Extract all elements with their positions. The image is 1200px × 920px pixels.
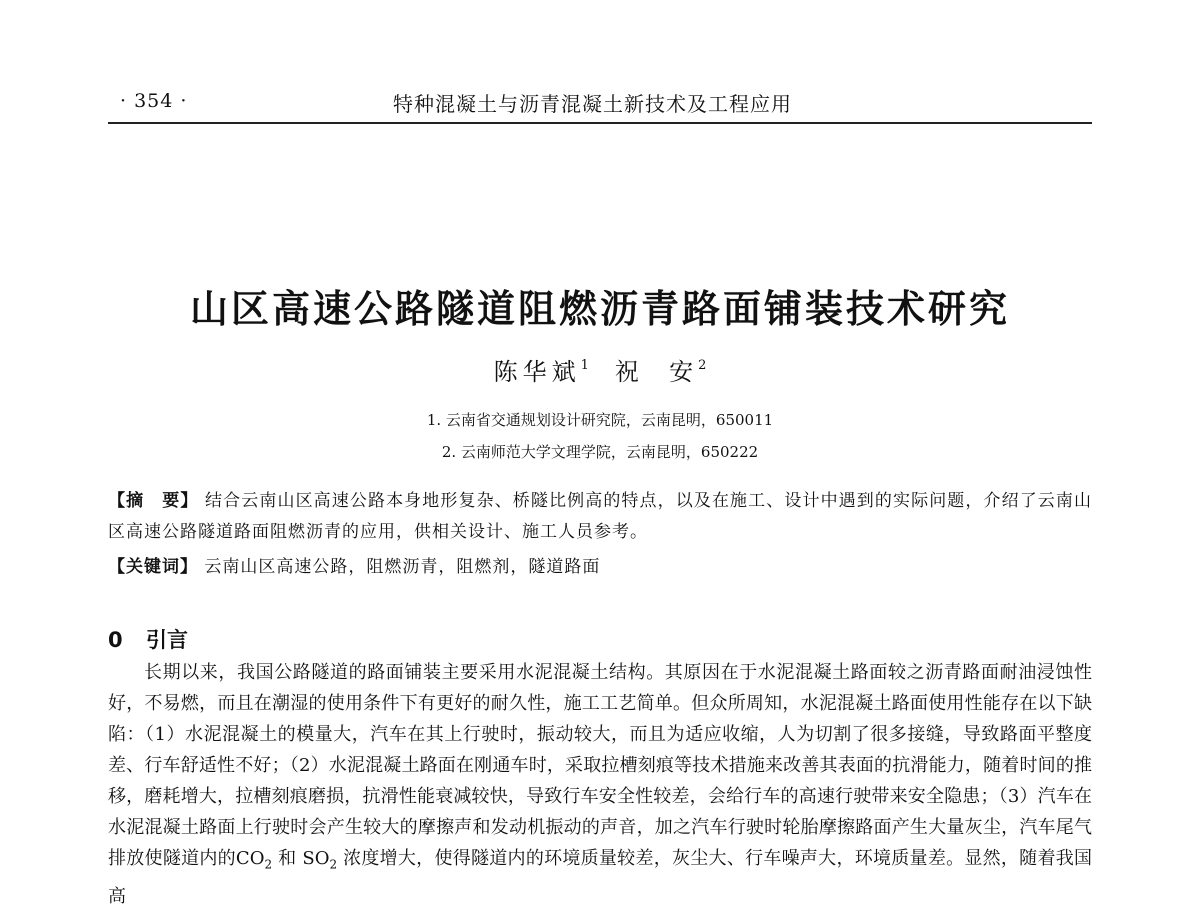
section-heading xyxy=(108,624,188,654)
chemical-formula: $SO_2$ xyxy=(302,848,338,872)
affiliation: 2. 云南师范大学文理学院，云南昆明，650222 xyxy=(441,443,759,461)
author-name: 陈华斌 xyxy=(493,358,581,386)
section-number: 0 xyxy=(108,628,123,652)
chemical-formula: $CO_2$ xyxy=(235,848,273,872)
body-text: 浓度增大，使得隧道内的环境质量较差，灰尘大、行车噪声大，环境质量差。显然，随着我国高 xyxy=(108,848,1093,907)
article-title: 山区高速公路隧道阻燃沥青路面铺装技术研究 xyxy=(189,287,1010,331)
affiliation: 1. 云南省交通规划设计研究院，云南昆明，650011 xyxy=(426,411,774,429)
section-title: 引言 xyxy=(146,628,188,652)
author-list xyxy=(0,352,1200,387)
keywords xyxy=(108,552,1092,583)
abstract-text: 结合云南山区高速公路本身地形复杂、桥隧比例高的特点，以及在施工、设计中遇到的实际问题，介绍了云南山区高速公路隧道路面阻燃沥青的应用，供相关设计、施工人员参考。 xyxy=(108,491,1093,542)
abstract xyxy=(108,486,1092,548)
body-text: 长期以来，我国公路隧道的路面铺装主要采用水泥混凝土结构。其原因在于水泥混凝土路面较之沥青路面耐油浸蚀性好，不易燃，而且在潮湿的使用条件下有更好的耐久性，施工工艺简单。但众所周知，水泥混凝土路面使用性能存在以下缺陷：（1）水泥混凝土的模量大，汽车在其上行驶时，振动较大，而且为适应收缩，人为切割了很多接缝，导致路面平整度差、行车舒适性不好；（2）水泥混凝土路面在刚通车时，采取拉槽刻痕等技术措施来改善其表面的抗滑能力，随着时间的推移，磨耗增大，拉槽刻痕磨损，抗滑性能衰减较快，导致行车安全性较差，会给行车的高速行驶带来安全隐患；（3）汽车在水泥混凝土路面上行驶时会产生较大的摩擦声和发动机振动的声音，加之汽车行驶时轮胎摩擦路面产生大量灰尘，汽车尾气排放使隧道内的 xyxy=(108,662,1092,869)
author-affiliation-mark: 1 xyxy=(580,358,589,373)
page-number: · 354 · xyxy=(120,90,188,112)
author-name: 祝 安 xyxy=(614,358,699,386)
abstract-label: 【摘 要】 xyxy=(108,491,199,511)
author-affiliation-mark: 2 xyxy=(698,358,707,373)
keywords-label: 【关键词】 xyxy=(108,557,198,577)
journal-title: 特种混凝土与沥青混凝土新技术及工程应用 xyxy=(393,92,792,116)
running-header xyxy=(108,86,1092,124)
keywords-text: 云南山区高速公路，阻燃沥青，阻燃剂，隧道路面 xyxy=(204,557,601,577)
body-paragraph: 长期以来，我国公路隧道的路面铺装主要采用水泥混凝土结构。其原因在于水泥混凝土路面较之沥青路面耐油浸蚀性好，不易燃，而且在潮湿的使用条件下有更好的耐久性，施工工艺简单。但众所周知，水泥混凝土路面使用性能存在以下缺陷：（1）水泥混凝土的模量大，汽车在其上行驶时，振动较大，而且为适应收缩，人为切割了很多接缝，导致路面平整度差、行车舒适性不好；（2）水泥混凝土路面在刚通车时，采取拉槽刻痕等技术措施来改善其表面的抗滑能力，随着时间的推移，磨耗增大，拉槽刻痕磨损，抗滑性能衰减较快，导致行车安全性较差，会给行车的高速行驶带来安全隐患；（3）汽车在水泥混凝土路面上行驶时会产生较大的摩擦声和发动机振动的声音，加之汽车行驶时轮胎摩擦路面产生大量灰尘，汽车尾气排放使隧道内的$CO_2$ 和 $SO_2$ 浓度增大，使得隧道内的环境质量较差，灰尘大、行车噪声大，环境质量差。显然，随着我国高 xyxy=(108,662,1093,907)
